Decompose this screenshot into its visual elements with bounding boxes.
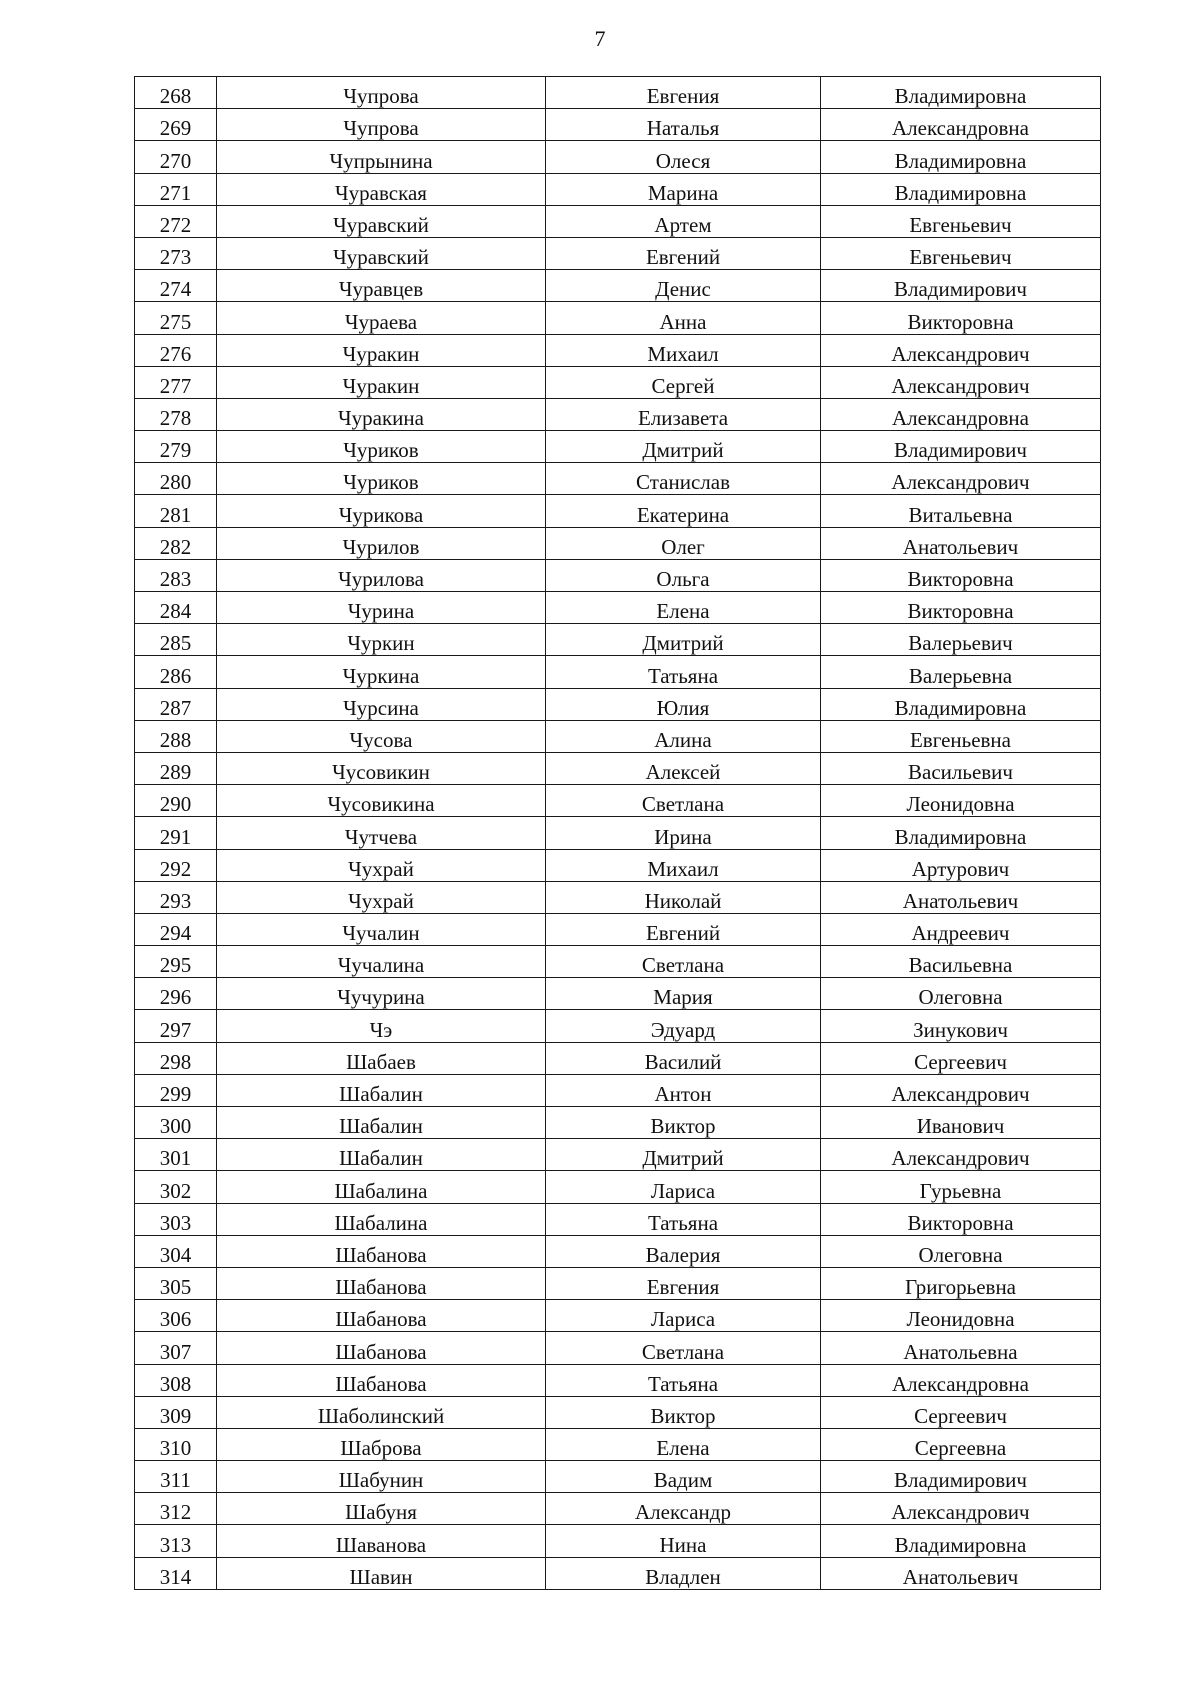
patronymic-cell: Владимировна [821,817,1101,849]
row-number-cell: 271 [135,173,217,205]
first-name-cell: Светлана [546,1332,821,1364]
row-number-cell: 287 [135,688,217,720]
last-name-cell: Шаброва [217,1428,546,1460]
last-name-cell: Чучалин [217,913,546,945]
patronymic-cell: Сергеевна [821,1428,1101,1460]
table-body [135,77,1101,1590]
table-row [135,334,1101,366]
table-row [135,1364,1101,1396]
table-row [135,720,1101,752]
patronymic-cell: Валерьевич [821,624,1101,656]
patronymic-cell: Александровна [821,398,1101,430]
first-name-cell: Светлана [546,946,821,978]
first-name-cell: Татьяна [546,656,821,688]
first-name-cell: Елизавета [546,398,821,430]
last-name-cell: Чурилова [217,559,546,591]
table-row [135,688,1101,720]
row-number-cell: 291 [135,817,217,849]
table-row [135,1171,1101,1203]
first-name-cell: Ирина [546,817,821,849]
first-name-cell: Евгения [546,1267,821,1299]
first-name-cell: Светлана [546,785,821,817]
table-row [135,270,1101,302]
table-row [135,656,1101,688]
table-row [135,77,1101,109]
table-row [135,463,1101,495]
row-number-cell: 292 [135,849,217,881]
table-row [135,1267,1101,1299]
last-name-cell: Шабалин [217,1074,546,1106]
patronymic-cell: Олеговна [821,1235,1101,1267]
patronymic-cell: Владимировна [821,77,1101,109]
first-name-cell: Виктор [546,1107,821,1139]
patronymic-cell: Евгеньевич [821,237,1101,269]
page-number: 7 [594,26,606,51]
row-number-cell: 273 [135,237,217,269]
table-row [135,592,1101,624]
first-name-cell: Нина [546,1525,821,1557]
last-name-cell: Чурсина [217,688,546,720]
row-number-cell: 297 [135,1010,217,1042]
names-table [134,76,1101,1590]
first-name-cell: Антон [546,1074,821,1106]
table-row [135,1300,1101,1332]
last-name-cell: Шабалина [217,1203,546,1235]
table-row [135,173,1101,205]
patronymic-cell: Иванович [821,1107,1101,1139]
first-name-cell: Дмитрий [546,624,821,656]
row-number-cell: 279 [135,431,217,463]
last-name-cell: Чучурина [217,978,546,1010]
table-row [135,1074,1101,1106]
last-name-cell: Чуравская [217,173,546,205]
row-number-cell: 299 [135,1074,217,1106]
patronymic-cell: Викторовна [821,302,1101,334]
patronymic-cell: Андреевич [821,913,1101,945]
table-row [135,1042,1101,1074]
patronymic-cell: Владимировна [821,688,1101,720]
row-number-cell: 309 [135,1396,217,1428]
row-number-cell: 300 [135,1107,217,1139]
row-number-cell: 289 [135,752,217,784]
last-name-cell: Чэ [217,1010,546,1042]
table-row [135,1461,1101,1493]
last-name-cell: Чупрова [217,109,546,141]
table-row [135,1332,1101,1364]
row-number-cell: 275 [135,302,217,334]
last-name-cell: Шабанова [217,1300,546,1332]
last-name-cell: Чусовикина [217,785,546,817]
table-row [135,978,1101,1010]
first-name-cell: Мария [546,978,821,1010]
first-name-cell: Виктор [546,1396,821,1428]
row-number-cell: 294 [135,913,217,945]
patronymic-cell: Александровна [821,1364,1101,1396]
first-name-cell: Валерия [546,1235,821,1267]
first-name-cell: Елена [546,592,821,624]
table-row [135,785,1101,817]
patronymic-cell: Александрович [821,1493,1101,1525]
last-name-cell: Чуракин [217,334,546,366]
last-name-cell: Чуркина [217,656,546,688]
first-name-cell: Марина [546,173,821,205]
row-number-cell: 314 [135,1557,217,1589]
patronymic-cell: Анатольевич [821,1557,1101,1589]
last-name-cell: Чусова [217,720,546,752]
table-row [135,205,1101,237]
row-number-cell: 311 [135,1461,217,1493]
last-name-cell: Чуриков [217,463,546,495]
row-number-cell: 310 [135,1428,217,1460]
row-number-cell: 278 [135,398,217,430]
first-name-cell: Алексей [546,752,821,784]
last-name-cell: Чуриков [217,431,546,463]
patronymic-cell: Владимирович [821,431,1101,463]
patronymic-cell: Сергеевич [821,1396,1101,1428]
last-name-cell: Шабалин [217,1139,546,1171]
last-name-cell: Шаванова [217,1525,546,1557]
first-name-cell: Сергей [546,366,821,398]
row-number-cell: 306 [135,1300,217,1332]
patronymic-cell: Леонидовна [821,785,1101,817]
patronymic-cell: Евгеньевич [821,205,1101,237]
table-row [135,559,1101,591]
row-number-cell: 283 [135,559,217,591]
first-name-cell: Евгений [546,913,821,945]
table-row [135,817,1101,849]
row-number-cell: 280 [135,463,217,495]
patronymic-cell: Владимирович [821,1461,1101,1493]
row-number-cell: 296 [135,978,217,1010]
row-number-cell: 268 [135,77,217,109]
table-row [135,881,1101,913]
last-name-cell: Чуркин [217,624,546,656]
table-row [135,431,1101,463]
table-row [135,495,1101,527]
first-name-cell: Вадим [546,1461,821,1493]
table-row [135,1557,1101,1589]
table-row [135,1525,1101,1557]
row-number-cell: 295 [135,946,217,978]
patronymic-cell: Сергеевич [821,1042,1101,1074]
first-name-cell: Николай [546,881,821,913]
table-row [135,527,1101,559]
row-number-cell: 277 [135,366,217,398]
table-row [135,913,1101,945]
patronymic-cell: Викторовна [821,1203,1101,1235]
first-name-cell: Алина [546,720,821,752]
last-name-cell: Чурикова [217,495,546,527]
row-number-cell: 298 [135,1042,217,1074]
patronymic-cell: Владимировна [821,141,1101,173]
table-row [135,1428,1101,1460]
last-name-cell: Чутчева [217,817,546,849]
row-number-cell: 288 [135,720,217,752]
row-number-cell: 285 [135,624,217,656]
row-number-cell: 284 [135,592,217,624]
last-name-cell: Шавин [217,1557,546,1589]
table-row [135,302,1101,334]
patronymic-cell: Александрович [821,1139,1101,1171]
first-name-cell: Ольга [546,559,821,591]
table-row [135,1235,1101,1267]
row-number-cell: 308 [135,1364,217,1396]
patronymic-cell: Владимировна [821,1525,1101,1557]
patronymic-cell: Александрович [821,463,1101,495]
first-name-cell: Татьяна [546,1364,821,1396]
first-name-cell: Артем [546,205,821,237]
table-row [135,752,1101,784]
first-name-cell: Михаил [546,334,821,366]
last-name-cell: Чурилов [217,527,546,559]
patronymic-cell: Олеговна [821,978,1101,1010]
table-row [135,624,1101,656]
last-name-cell: Чуравский [217,205,546,237]
first-name-cell: Станислав [546,463,821,495]
last-name-cell: Шабанова [217,1332,546,1364]
first-name-cell: Екатерина [546,495,821,527]
first-name-cell: Анна [546,302,821,334]
table-row [135,109,1101,141]
first-name-cell: Александр [546,1493,821,1525]
table-row [135,366,1101,398]
row-number-cell: 269 [135,109,217,141]
first-name-cell: Лариса [546,1300,821,1332]
last-name-cell: Шаболинский [217,1396,546,1428]
last-name-cell: Чуравцев [217,270,546,302]
last-name-cell: Шабанова [217,1267,546,1299]
last-name-cell: Чуракин [217,366,546,398]
patronymic-cell: Зинукович [821,1010,1101,1042]
patronymic-cell: Александрович [821,334,1101,366]
first-name-cell: Дмитрий [546,431,821,463]
table-row [135,1396,1101,1428]
patronymic-cell: Александрович [821,1074,1101,1106]
last-name-cell: Шабунин [217,1461,546,1493]
patronymic-cell: Анатольевна [821,1332,1101,1364]
patronymic-cell: Анатольевич [821,881,1101,913]
row-number-cell: 301 [135,1139,217,1171]
patronymic-cell: Александрович [821,366,1101,398]
patronymic-cell: Витальевна [821,495,1101,527]
first-name-cell: Лариса [546,1171,821,1203]
last-name-cell: Чуракина [217,398,546,430]
row-number-cell: 270 [135,141,217,173]
row-number-cell: 274 [135,270,217,302]
row-number-cell: 272 [135,205,217,237]
last-name-cell: Чурина [217,592,546,624]
first-name-cell: Олег [546,527,821,559]
row-number-cell: 312 [135,1493,217,1525]
last-name-cell: Шабалин [217,1107,546,1139]
last-name-cell: Шабалина [217,1171,546,1203]
first-name-cell: Евгения [546,77,821,109]
table-row [135,1203,1101,1235]
first-name-cell: Дмитрий [546,1139,821,1171]
first-name-cell: Татьяна [546,1203,821,1235]
first-name-cell: Денис [546,270,821,302]
first-name-cell: Олеся [546,141,821,173]
patronymic-cell: Артурович [821,849,1101,881]
patronymic-cell: Владимировна [821,173,1101,205]
last-name-cell: Шабуня [217,1493,546,1525]
last-name-cell: Чуравский [217,237,546,269]
row-number-cell: 313 [135,1525,217,1557]
last-name-cell: Чухрай [217,881,546,913]
table-row [135,1107,1101,1139]
patronymic-cell: Владимирович [821,270,1101,302]
row-number-cell: 286 [135,656,217,688]
row-number-cell: 293 [135,881,217,913]
table-row [135,141,1101,173]
first-name-cell: Василий [546,1042,821,1074]
row-number-cell: 302 [135,1171,217,1203]
last-name-cell: Чупрынина [217,141,546,173]
last-name-cell: Чупрова [217,77,546,109]
patronymic-cell: Григорьевна [821,1267,1101,1299]
last-name-cell: Шабанова [217,1235,546,1267]
patronymic-cell: Гурьевна [821,1171,1101,1203]
last-name-cell: Чураева [217,302,546,334]
patronymic-cell: Евгеньевна [821,720,1101,752]
last-name-cell: Чухрай [217,849,546,881]
patronymic-cell: Леонидовна [821,1300,1101,1332]
first-name-cell: Елена [546,1428,821,1460]
patronymic-cell: Валерьевна [821,656,1101,688]
patronymic-cell: Александровна [821,109,1101,141]
table-row [135,946,1101,978]
table-row [135,237,1101,269]
last-name-cell: Чучалина [217,946,546,978]
table-row [135,398,1101,430]
table-row [135,849,1101,881]
last-name-cell: Чусовикин [217,752,546,784]
row-number-cell: 281 [135,495,217,527]
table-row [135,1139,1101,1171]
first-name-cell: Эдуард [546,1010,821,1042]
patronymic-cell: Викторовна [821,592,1101,624]
last-name-cell: Шабаев [217,1042,546,1074]
first-name-cell: Юлия [546,688,821,720]
first-name-cell: Михаил [546,849,821,881]
table-row [135,1010,1101,1042]
row-number-cell: 290 [135,785,217,817]
table-row [135,1493,1101,1525]
first-name-cell: Наталья [546,109,821,141]
row-number-cell: 303 [135,1203,217,1235]
first-name-cell: Евгений [546,237,821,269]
patronymic-cell: Васильевич [821,752,1101,784]
patronymic-cell: Викторовна [821,559,1101,591]
row-number-cell: 307 [135,1332,217,1364]
row-number-cell: 276 [135,334,217,366]
row-number-cell: 304 [135,1235,217,1267]
last-name-cell: Шабанова [217,1364,546,1396]
patronymic-cell: Васильевна [821,946,1101,978]
row-number-cell: 305 [135,1267,217,1299]
first-name-cell: Владлен [546,1557,821,1589]
row-number-cell: 282 [135,527,217,559]
patronymic-cell: Анатольевич [821,527,1101,559]
